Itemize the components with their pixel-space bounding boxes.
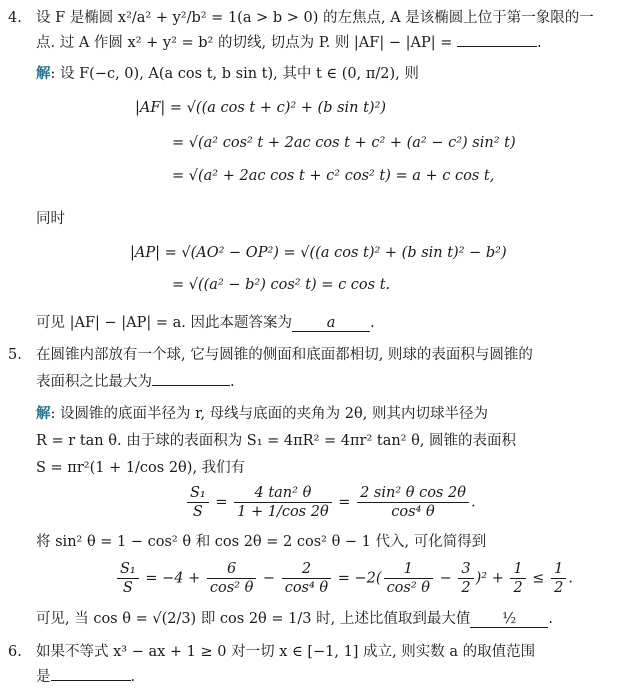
answer-blank[interactable] [152, 385, 230, 386]
problem-5-solution-line1: 解: 设圆锥的底面半径为 r, 母线与底面的夹角为 2θ, 则其内切球半径为 [36, 405, 488, 422]
answer-value: ½ [470, 611, 548, 628]
problem-4-conclusion: 可见 |AF| − |AP| = a. 因此本题答案为 a . [36, 315, 375, 331]
problem-5-solution-line2: R = r tan θ. 由于球的表面积为 S₁ = 4πR² = 4πr² tan² θ, 圆锥的表面积 [36, 433, 517, 449]
problem-6-question-line1: 如果不等式 x³ − ax + 1 ≥ 0 对一切 x ∈ [−1, 1] 成立, 则实数 a 的取值范围 [36, 644, 536, 660]
problem-4-question-line2: 点. 过 A 作圆 x² + y² = b² 的切线, 切点为 P. 则 |AF| − |AP| = . [36, 35, 542, 51]
problem-4-number: 4. [8, 10, 22, 26]
simplified-equation: $\frac{\text{S₁}}{S}$ = −4 + $\frac{6}{\text{cos² θ}}$ − $\frac{2}{\text{cos⁴ θ}}$ = −2( $\frac{1}{\text{cos² θ}}$ − $\frac{3}{2}$ )² + $\frac{1}{2}$ ≤ $\frac{1}{2}$ . [115, 560, 573, 597]
problem-4-solution-intro: 解: 设 F(−c, 0), A(a cos t, b sin t), 其中 t ∈ (0, π/2), 则 [36, 65, 419, 82]
problem-5-number: 5. [8, 347, 22, 363]
equation-ap-2: = √((a² − b²) cos² t) = c cos t. [172, 277, 391, 293]
equation-af-3: = √(a² + 2ac cos t + c² cos² t) = a + c cos t, [172, 168, 495, 184]
equation-af-1: |AF| = √((a cos t + c)² + (b sin t)²) [135, 100, 387, 116]
fraction: $\frac{\text{2 sin² θ cos 2θ}}{\text{cos⁴ θ}}$ [357, 484, 469, 521]
problem-5-conclusion: 可见, 当 cos θ = √(2/3) 即 cos 2θ = 1/3 时, 上述比值取到最大值 ½ . [36, 611, 553, 627]
fraction: $\frac{3}{2}$ [458, 560, 473, 597]
problem-5-question-line2: 表面积之比最大为 . [36, 374, 235, 390]
fraction: $\frac{\text{S₁}}{S}$ [117, 560, 139, 597]
fraction: $\frac{6}{\text{cos² θ}}$ [207, 560, 256, 597]
problem-5-solution-line3: S = πr²(1 + 1/cos 2θ), 我们有 [36, 460, 246, 476]
solution-label: 解 [36, 65, 51, 82]
problem-4-question-line1: 设 F 是椭圆 x²/a² + y²/b² = 1(a > b > 0) 的左焦点, A 是该椭圆上位于第一象限的一 [36, 10, 594, 26]
solution-label: 解 [36, 405, 51, 422]
fraction: $\frac{1}{2}$ [551, 560, 566, 597]
equation-ap-1: |AP| = √(AO² − OP²) = √((a cos t)² + (b sin t)² − b²) [130, 245, 507, 261]
fraction: $\frac{\text{4 tan² θ}}{1 + 1/\cos 2\theta}$ [234, 484, 332, 521]
substitution-text: 将 sin² θ = 1 − cos² θ 和 cos 2θ = 2 cos² θ − 1 代入, 可化简得到 [36, 534, 487, 550]
ratio-equation: $\frac{\text{S₁}}{S}$ = $\frac{\text{4 tan² θ}}{1 + 1/\cos 2\theta}$ = $\frac{\text{2 sin² θ cos 2θ}}{\text{cos⁴ θ}}$ . [185, 484, 476, 521]
answer-blank[interactable] [457, 46, 537, 47]
answer-value: a [292, 315, 370, 332]
fraction: $\frac{1}{\text{cos² θ}}$ [384, 560, 433, 597]
also-text: 同时 [36, 211, 65, 227]
problem-6-question-line2: 是 . [36, 669, 136, 685]
equation-af-2: = √(a² cos² t + 2ac cos t + c² + (a² − c²) sin² t) [172, 135, 516, 151]
problem-6-number: 6. [8, 644, 22, 660]
answer-blank[interactable] [51, 680, 131, 681]
fraction: $\frac{1}{2}$ [510, 560, 525, 597]
fraction: $\frac{\text{S₁}}{S}$ [187, 484, 209, 521]
problem-5-question-line1: 在圆锥内部放有一个球, 它与圆锥的侧面和底面都相切, 则球的表面积与圆锥的 [36, 347, 533, 363]
fraction: $\frac{2}{\text{cos⁴ θ}}$ [282, 560, 331, 597]
